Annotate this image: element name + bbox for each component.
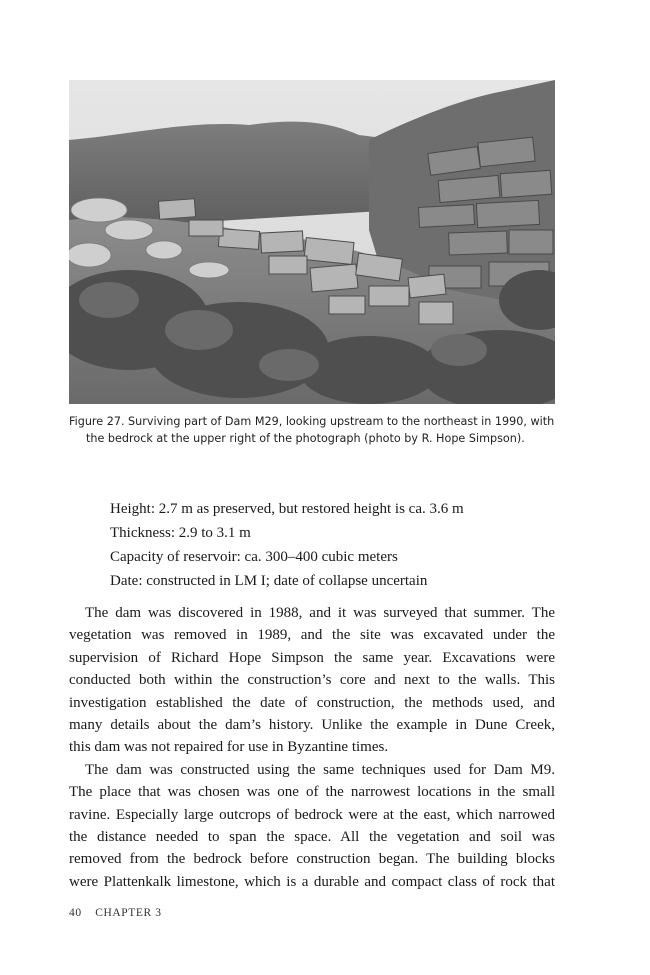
figure-caption xyxy=(69,413,559,447)
text-line: The dam was discovered in 1988, and it was surveyed that summer. The xyxy=(85,605,555,621)
spec-thickness: Thickness: 2.9 to 3.1 m xyxy=(110,525,251,541)
text-line: this dam was not repaired for use in Byzantine times. xyxy=(69,739,389,756)
spec-capacity: Capacity of reservoir: ca. 300–400 cubic meters xyxy=(110,549,398,565)
spec-height: Height: 2.7 m as preserved, but restored height is ca. 3.6 m xyxy=(110,501,464,517)
text-line: investigation established the date of construction, the methods used, and xyxy=(69,694,555,711)
text-line: removed from the bedrock before construction began. The building blocks xyxy=(69,851,555,868)
figure-photo xyxy=(69,80,555,404)
chapter-label: CHAPTER 3 xyxy=(95,907,162,919)
text-line: vegetation was removed in 1989, and the site was excavated under the xyxy=(69,627,555,644)
ravine-photo-illustration xyxy=(69,80,555,404)
text-line: supervision of Richard Hope Simpson the same year. Excavations were xyxy=(69,649,555,666)
caption-line: the bedrock at the upper right of the photograph (photo by R. Hope Simpson). xyxy=(86,432,525,445)
text-line: were Plattenkalk limestone, which is a durable and compact class of rock that xyxy=(69,873,555,890)
text-line: The dam was constructed using the same techniques used for Dam M9. xyxy=(85,761,555,778)
spec-date: Date: constructed in LM I; date of collapse uncertain xyxy=(110,573,428,589)
page-number: 40 xyxy=(69,907,82,919)
text-line: many details about the dam’s history. Unlike the example in Dune Creek, xyxy=(69,716,555,733)
text-line: conducted both within the construction’s core and next to the walls. This xyxy=(69,672,555,689)
body-text xyxy=(69,602,555,893)
page-footer xyxy=(69,907,162,919)
text-line: The place that was chosen was one of the narrowest locations in the small xyxy=(69,784,555,801)
text-line: the distance needed to span the space. All the vegetation and soil was xyxy=(69,828,555,845)
caption-line: Figure 27. Surviving part of Dam M29, looking upstream to the northeast in 1990, with xyxy=(69,415,555,428)
text-line: ravine. Especially large outcrops of bedrock were at the east, which narrowed xyxy=(69,806,555,823)
dam-specifications xyxy=(110,497,550,593)
